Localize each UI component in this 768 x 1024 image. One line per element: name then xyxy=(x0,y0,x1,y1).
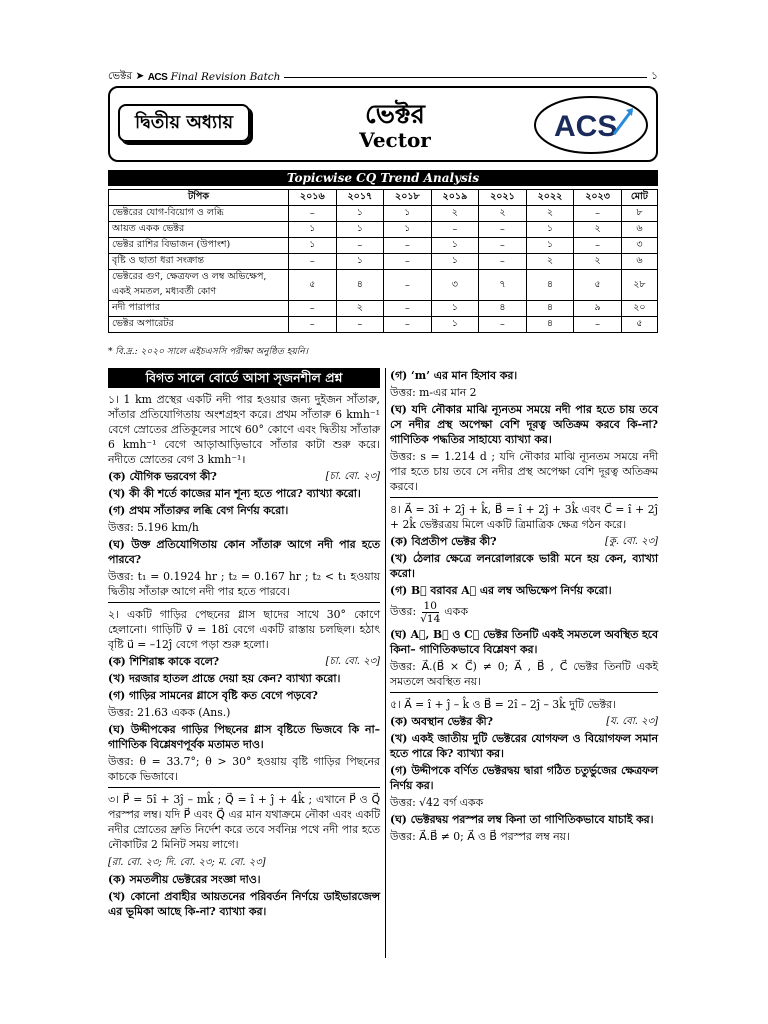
table-row xyxy=(109,222,658,238)
section-heading: বিগত সালে বোর্ডে আসা সৃজনশীল প্রশ্ন xyxy=(108,368,380,388)
fraction xyxy=(420,600,440,625)
q2-d-answer: উত্তর: θ = 33.7°; θ > 30° হওয়ায় বৃষ্টি গাড়ির পিছনের কাচকে ভিজাবে। xyxy=(108,755,380,783)
q5-ref: [য. বো. ২৩] xyxy=(606,716,658,727)
col-2021: ২০২১ xyxy=(479,190,527,206)
table-row xyxy=(109,301,658,317)
table-cell: – xyxy=(384,270,432,301)
table-cell: ২ xyxy=(574,254,622,270)
q3-a: (ক) সমতলীয় ভেক্টরের সংজ্ঞা দাও। xyxy=(108,873,261,886)
divider xyxy=(390,497,658,498)
table-cell: ৫ xyxy=(621,317,657,333)
table-cell: ৫ xyxy=(289,270,337,301)
table-cell: – xyxy=(479,254,527,270)
col-2023: ২০২৩ xyxy=(574,190,622,206)
table-cell: ৭ xyxy=(479,270,527,301)
q2-b: (খ) দরজার হাতল প্রান্তে দেয়া হয় কেন? ব্যাখ্যা করো। xyxy=(108,672,341,685)
table-cell: ২ xyxy=(431,206,479,222)
trend-title: Topicwise CQ Trend Analysis xyxy=(108,170,658,186)
page-number: ১ xyxy=(651,69,658,82)
table-cell: ১ xyxy=(526,222,574,238)
table-cell: – xyxy=(384,301,432,317)
chapter-banner xyxy=(108,86,658,162)
table-cell: ২ xyxy=(336,301,384,317)
q2-d: (ঘ) উদ্দীপকের গাড়ির পিছনের গ্লাস বৃষ্টিতে ভিজবে কি না– গাণিতিক বিশ্লেষণপূর্বক মতামত দাও। xyxy=(108,723,380,751)
table-cell: – xyxy=(289,301,337,317)
table-cell: ভেক্টর অপারেটর xyxy=(109,317,289,333)
table-cell: ১ xyxy=(431,301,479,317)
table-cell: ভেক্টরের গুণ, ক্ষেত্রফল ও লম্ব অভিক্ষেপ, একই সমতল, মধ্যবর্তী কোণ xyxy=(109,270,289,301)
col-topic: টপিক xyxy=(109,190,289,206)
table-cell: – xyxy=(479,238,527,254)
q4-c-answer-label: উত্তর: xyxy=(390,605,417,618)
table-cell: ১ xyxy=(289,222,337,238)
col-2018: ২০১৮ xyxy=(384,190,432,206)
table-row xyxy=(109,317,658,333)
table-cell: – xyxy=(574,206,622,222)
q3-b: (খ) কোনো প্রবাহীর আয়তনের পরিবর্তন নির্ণয়ে ডাইভারজেন্স এর ভূমিকা আছে কি-না? ব্যাখ্যা কর। xyxy=(108,890,380,918)
table-cell: ১ xyxy=(336,222,384,238)
q3-c: (গ) ‘m’ এর মান হিসাব কর। xyxy=(390,369,518,382)
table-cell: ২৮ xyxy=(621,270,657,301)
q1-c-answer: উত্তর: 5.196 km/h xyxy=(108,521,199,534)
table-cell: ২ xyxy=(526,254,574,270)
table-cell: – xyxy=(289,317,337,333)
q3-ref: [রা. বো. ২৩; দি. বো. ২৩; ম. বো. ২৩] xyxy=(108,857,266,868)
table-cell: – xyxy=(384,254,432,270)
q1-d: (ঘ) উক্ত প্রতিযোগিতায় কোন সাঁতারু আগে নদী পার হতে পারবে? xyxy=(108,538,380,566)
left-column xyxy=(108,368,380,921)
col-2022: ২০২২ xyxy=(526,190,574,206)
header-chapter: ভেক্টর ➤ xyxy=(108,69,145,82)
table-cell: – xyxy=(336,238,384,254)
table-cell: ১ xyxy=(384,222,432,238)
chapter-title-en: Vector xyxy=(359,128,431,152)
table-cell: ৩ xyxy=(431,270,479,301)
col-total: মোট xyxy=(621,190,657,206)
table-cell: ১ xyxy=(336,206,384,222)
table-cell: ৮ xyxy=(621,206,657,222)
q5-c-answer: উত্তর: √42 বর্গ একক xyxy=(390,796,484,809)
q5-b: (খ) একই জাতীয় দুটি ভেক্টরের যোগফল ও বিয়োগফল সমান হতে পারে কি? ব্যাখ্যা কর। xyxy=(390,732,658,760)
table-cell: ৪ xyxy=(479,301,527,317)
q3-c-answer: উত্তর: m-এর মান 2 xyxy=(390,386,477,399)
q1-c: (গ) প্রথম সাঁতারুর লব্ধি বেগ নির্ণয় করো। xyxy=(108,504,289,517)
trend-table xyxy=(108,189,658,333)
table-row xyxy=(109,206,658,222)
header-batch: Final Revision Batch xyxy=(170,71,281,83)
table-cell: ২০ xyxy=(621,301,657,317)
running-header xyxy=(108,70,658,84)
chapter-label: দ্বিতীয় অধ্যায় xyxy=(118,104,250,142)
q2-a: (ক) শিশিরাঙ্ক কাকে বলে? xyxy=(108,655,220,668)
q4-d: (ঘ) A⃗, B⃗ ও C⃗ ভেক্টর তিনটি একই সমতলে অবস্থিত হবে কিনা– গাণিতিকভাবে বিশ্লেষণ কর। xyxy=(390,628,658,656)
divider xyxy=(108,787,380,788)
q3-d-answer: উত্তর: s = 1.214 d ; যদি নৌকার মাঝি ন্যূনতম সময়ে নদী পার হতে চায় তবে সে নদীর প্রস্থ অপেক্ষা বেশি দূরত্ব অতিক্রম করবে। xyxy=(390,450,658,493)
header-rule xyxy=(284,77,647,78)
q5-d: (ঘ) ভেক্টরদ্বয় পরস্পর লম্ব কিনা তা গাণিতিকভাবে যাচাই কর। xyxy=(390,813,654,826)
svg-text:ACS: ACS xyxy=(554,110,618,143)
col-2017: ২০১৭ xyxy=(336,190,384,206)
table-cell: ১ xyxy=(289,238,337,254)
fraction-denominator: √14 xyxy=(420,613,441,625)
table-cell: নদী পারাপার xyxy=(109,301,289,317)
table-cell: – xyxy=(574,238,622,254)
q3-d: (ঘ) যদি নৌকার মাঝি ন্যূনতম সময়ে নদী পার হতে চায় তবে সে নদীর প্রস্থ অপেক্ষা বেশি দূরত্ব অতিক্রম করবে কি-না? গাণিতিক পদ্ধতির সাহায্যে ব্যাখ্যা কর। xyxy=(390,403,658,446)
table-cell: – xyxy=(289,254,337,270)
right-column xyxy=(390,368,658,846)
q4-c-answer xyxy=(390,600,658,625)
table-cell: ৬ xyxy=(621,254,657,270)
fraction-numerator: 10 xyxy=(423,600,437,612)
q4-c: (গ) B⃗ বরাবর A⃗ এর লম্ব অভিক্ষেপ নির্ণয় করো। xyxy=(390,584,612,597)
table-footnote: * বি.দ্র.: ২০২০ সালে এইচএসসি পরীক্ষা অনুষ্ঠিত হয়নি। xyxy=(108,347,308,357)
table-cell: ৬ xyxy=(621,222,657,238)
table-cell: ভেক্টরের যোগ-বিয়োগ ও লব্ধি xyxy=(109,206,289,222)
q2-c: (গ) গাড়ির সামনের গ্লাসে বৃষ্টি কত বেগে পড়বে? xyxy=(108,689,318,702)
table-cell: – xyxy=(384,317,432,333)
divider xyxy=(390,692,658,693)
table-cell: ৯ xyxy=(574,301,622,317)
table-cell: আয়ত একক ভেক্টর xyxy=(109,222,289,238)
table-cell: – xyxy=(574,317,622,333)
table-cell: ৫ xyxy=(574,270,622,301)
trend-header-row xyxy=(109,190,658,206)
q4-d-answer: উত্তর: A⃗.(B⃗ × C⃗) ≠ 0; A⃗ , B⃗ , C⃗ ভেক্টর তিনটি একই সমতলে অবস্থিত নয়। xyxy=(390,660,658,688)
q5-d-answer: উত্তর: A⃗.B⃗ ≠ 0; A⃗ ও B⃗ পরস্পর লম্ব নয়। xyxy=(390,830,570,843)
table-cell: ১ xyxy=(431,317,479,333)
q4-stem: ৪। A⃗ = 3î + 2ĵ + k̂, B⃗ = î + 2ĵ + 3k̂ এবং C⃗ = î + 2ĵ + 2k̂ ভেক্টরত্রয় মিলে একটি ত্রিমাত্রিক ক্ষেত্র গঠন করে। xyxy=(390,503,658,531)
col-2019: ২০১৯ xyxy=(431,190,479,206)
column-divider xyxy=(385,368,386,958)
acs-logo-icon xyxy=(532,94,650,156)
col-2016: ২০১৬ xyxy=(289,190,337,206)
q4-b: (খ) ঠেলার ক্ষেত্রে লনরোলারকে ভারী মনে হয় কেন, ব্যাখ্যা করো। xyxy=(390,552,658,580)
table-cell: ৪ xyxy=(526,270,574,301)
q1-b: (খ) কী কী শর্তে কাজের মান শূন্য হতে পারে? ব্যাখ্যা করো। xyxy=(108,487,361,500)
q1-ref: [চা. বো. ২৩] xyxy=(325,471,380,482)
table-row xyxy=(109,238,658,254)
table-cell: – xyxy=(289,206,337,222)
header-brand: ACS xyxy=(147,71,168,83)
q1-stem: ১। 1 km প্রস্থের একটি নদী পার হওয়ার জন্য দুইজন সাঁতারু, সাঁতার প্রতিযোগিতায় অংশগ্রহণ করে। প্রথম সাঁতারু 6 kmh⁻¹ বেগে স্রোতের প্রতিকূলের সাথে 60° কোণে এবং দ্বিতীয় সাঁতারু 6 kmh⁻¹ বেগে আড়াআড়িভাবে সাঁতার কাটা শুরু করে। নদীতে স্রোতের বেগ 3 kmh⁻¹। xyxy=(108,393,380,466)
q3-stem: ৩। P⃗ = 5î + 3ĵ – mk̂ ; Q⃗ = î + ĵ + 4k̂ ; এখানে P⃗ ও Q⃗ পরস্পর লম্ব। যদি P⃗ এবং Q⃗ এর মান যথাক্রমে নৌকা এবং একটি নদীর স্রোতের দ্রুতি নির্দেশ করে তবে সর্বনিম্ন পথে নদী পার হতে নৌকাটির 2 মিনিট সময় লাগে। xyxy=(108,793,380,851)
table-cell: ৪ xyxy=(336,270,384,301)
table-row xyxy=(109,270,658,301)
table-cell: – xyxy=(431,222,479,238)
q4-a: (ক) বিপ্রতীপ ভেক্টর কী? xyxy=(390,535,497,548)
table-cell: – xyxy=(336,317,384,333)
table-cell: ৪ xyxy=(526,317,574,333)
table-cell: ৪ xyxy=(526,301,574,317)
table-cell: ১ xyxy=(384,206,432,222)
q5-stem: ৫। A⃗ = î + ĵ – k̂ ও B⃗ = 2î – 2ĵ – 3k̂ দুটি ভেক্টর। xyxy=(390,698,616,711)
table-cell: ১ xyxy=(431,238,479,254)
chapter-title-bn: ভেক্টর xyxy=(365,100,425,130)
q5-c: (গ) উদ্দীপকে বর্ণিত ভেক্টরদ্বয় দ্বারা গঠিত চতুর্ভুজের ক্ষেত্রফল নির্ণয় কর। xyxy=(390,764,658,792)
q4-ref: [কু. বো. ২৩] xyxy=(604,536,658,547)
table-cell: ১ xyxy=(431,254,479,270)
table-cell: ২ xyxy=(574,222,622,238)
q5-a: (ক) অবস্থান ভেক্টর কী? xyxy=(390,715,493,728)
q1-a: (ক) যৌগিক ভরবেগ কী? xyxy=(108,470,217,483)
q1-d-answer: উত্তর: t₁ = 0.1924 hr ; t₂ = 0.167 hr ; t₂ < t₁ হওয়ায় দ্বিতীয় সাঁতারু আগে নদী পার হতে পারবে। xyxy=(108,570,380,598)
q2-c-answer: উত্তর: 21.63 একক (Ans.) xyxy=(108,706,231,719)
table-cell: – xyxy=(384,238,432,254)
divider xyxy=(108,602,380,603)
table-cell: ২ xyxy=(479,206,527,222)
table-cell: ভেক্টর রাশির বিভাজন (উপাংশ) xyxy=(109,238,289,254)
q2-stem: ২। একটি গাড়ির পেছনের গ্লাস ছাদের সাথে 30° কোণে হেলানো। গাড়িটি v⃗ = 18î বেগে একটি রাস্তায় চলছিল। হঠাৎ বৃষ্টি u⃗ = –12ĵ বেগে পড়া শুরু হলো। xyxy=(108,608,380,651)
q4-c-answer-unit: একক xyxy=(444,605,469,618)
table-cell: – xyxy=(479,317,527,333)
table-cell: ৩ xyxy=(621,238,657,254)
table-cell: বৃষ্টি ও ছাতা ধরা সংক্রান্ত xyxy=(109,254,289,270)
table-cell: ১ xyxy=(526,238,574,254)
q2-ref: [চা. বো. ২৩] xyxy=(325,656,380,667)
table-row xyxy=(109,254,658,270)
table-cell: – xyxy=(479,222,527,238)
table-cell: ১ xyxy=(336,254,384,270)
table-cell: ২ xyxy=(526,206,574,222)
